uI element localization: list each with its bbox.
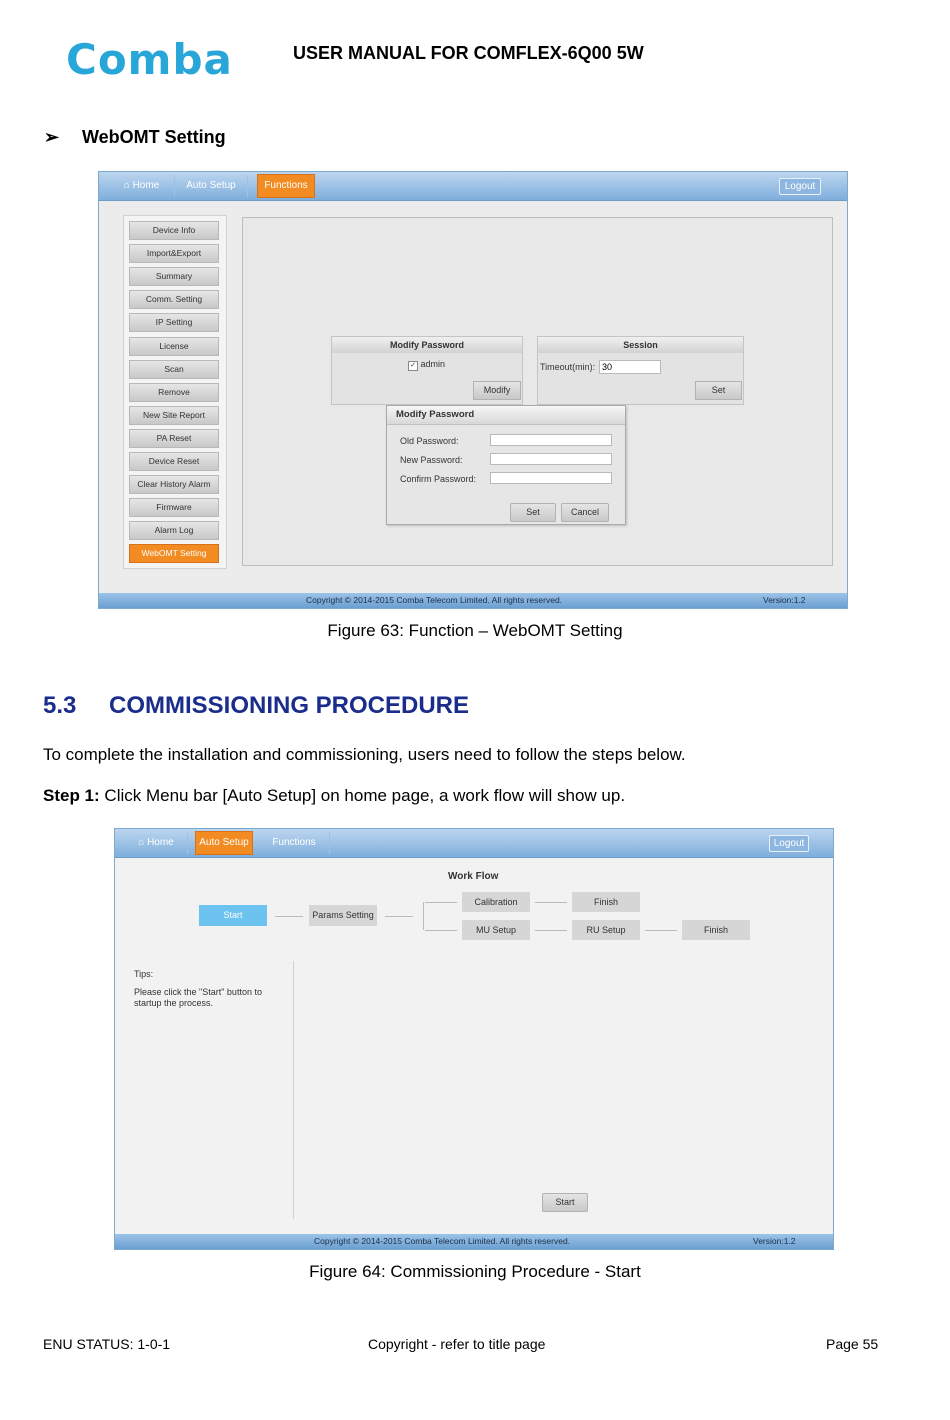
step-params-setting[interactable]: Params Setting xyxy=(309,905,377,926)
panel-title: Session xyxy=(538,337,743,353)
timeout-label: Timeout(min): xyxy=(540,362,596,372)
connector-line xyxy=(425,930,457,931)
version-text: Version:1.2 xyxy=(763,595,806,605)
sidebar-item[interactable]: Remove xyxy=(129,383,219,402)
sidebar-item[interactable]: IP Setting xyxy=(129,313,219,332)
top-nav xyxy=(115,829,833,858)
connector-line xyxy=(425,902,457,903)
footer-page-number: Page 55 xyxy=(826,1336,879,1352)
step-mu-setup[interactable]: MU Setup xyxy=(462,920,530,940)
comba-logo: Comba xyxy=(66,35,233,84)
old-password-input[interactable] xyxy=(490,434,612,446)
sidebar-item[interactable]: Alarm Log xyxy=(129,521,219,540)
screenshot-footer xyxy=(99,593,847,608)
step-label: Step 1: xyxy=(43,786,100,805)
logout-button[interactable]: Logout xyxy=(769,835,809,852)
section-title: COMMISSIONING PROCEDURE xyxy=(109,692,470,719)
step-finish-1[interactable]: Finish xyxy=(572,892,640,912)
dialog-cancel-button[interactable]: Cancel xyxy=(561,503,609,522)
connector-line xyxy=(535,930,567,931)
sidebar-item[interactable]: Summary xyxy=(129,267,219,286)
section-number: 5.3 xyxy=(43,692,77,719)
footer-status: ENU STATUS: 1-0-1 xyxy=(43,1336,171,1352)
new-password-input[interactable] xyxy=(490,453,612,465)
step-start[interactable]: Start xyxy=(199,905,267,926)
old-password-label: Old Password: xyxy=(400,436,459,446)
tab-functions[interactable]: Functions xyxy=(257,174,315,198)
intro-paragraph: To complete the installation and commissioning, users need to follow the steps below. xyxy=(43,745,686,764)
function-sidebar xyxy=(123,215,227,569)
step-ru-setup[interactable]: RU Setup xyxy=(572,920,640,940)
start-button[interactable]: Start xyxy=(542,1193,588,1212)
step-finish-2[interactable]: Finish xyxy=(682,920,750,940)
tab-functions[interactable]: Functions xyxy=(259,832,330,854)
sidebar-item[interactable]: Import&Export xyxy=(129,244,219,263)
connector-bracket xyxy=(423,902,434,930)
step-1-paragraph xyxy=(43,786,625,806)
bullet-heading xyxy=(44,127,226,148)
user-row: ✓ admin xyxy=(408,359,445,371)
sidebar-item[interactable]: Device Reset xyxy=(129,452,219,471)
dialog-title: Modify Password xyxy=(387,406,625,425)
modify-password-panel xyxy=(331,336,523,405)
workflow-title: Work Flow xyxy=(448,871,499,882)
figure-63-screenshot xyxy=(98,171,848,609)
tab-home[interactable]: ⌂ Home xyxy=(125,832,188,854)
top-nav xyxy=(99,172,847,201)
copyright-text: Copyright © 2014-2015 Comba Telecom Limited. All rights reserved. xyxy=(306,595,563,605)
arrow-bullet-icon: ➢ xyxy=(44,127,60,147)
figure-63-caption: Figure 63: Function – WebOMT Setting xyxy=(327,621,623,640)
sidebar-item[interactable]: Firmware xyxy=(129,498,219,517)
modify-button[interactable]: Modify xyxy=(473,381,521,400)
dialog-set-button[interactable]: Set xyxy=(510,503,556,522)
sidebar-item[interactable]: Scan xyxy=(129,360,219,379)
connector-line xyxy=(385,916,413,917)
sidebar-item[interactable]: Comm. Setting xyxy=(129,290,219,309)
confirm-password-label: Confirm Password: xyxy=(400,474,477,484)
tab-auto-setup[interactable]: Auto Setup xyxy=(195,831,253,855)
sidebar-item[interactable]: WebOMT Setting xyxy=(129,544,219,563)
step-calibration[interactable]: Calibration xyxy=(462,892,530,912)
sidebar-item[interactable]: New Site Report xyxy=(129,406,219,425)
version-text: Version:1.2 xyxy=(753,1236,796,1246)
user-checkbox[interactable]: ✓ xyxy=(408,361,418,371)
copyright-text: Copyright © 2014-2015 Comba Telecom Limited. All rights reserved. xyxy=(314,1236,571,1246)
panel-title: Modify Password xyxy=(332,337,522,353)
document-title: USER MANUAL FOR COMFLEX-6Q00 5W xyxy=(293,43,644,63)
sidebar-item[interactable]: Device Info xyxy=(129,221,219,240)
sidebar-item[interactable]: License xyxy=(129,337,219,356)
session-set-button[interactable]: Set xyxy=(695,381,742,400)
sidebar-item[interactable]: PA Reset xyxy=(129,429,219,448)
modify-password-dialog xyxy=(386,405,626,525)
step-text: Click Menu bar [Auto Setup] on home page, a work flow will show up. xyxy=(99,786,626,805)
tips-title: Tips: xyxy=(134,969,154,979)
connector-line xyxy=(275,916,303,917)
confirm-password-input[interactable] xyxy=(490,472,612,484)
home-icon: ⌂ xyxy=(123,180,130,191)
logout-button[interactable]: Logout xyxy=(779,178,821,195)
sidebar-item[interactable]: Clear History Alarm xyxy=(129,475,219,494)
footer-copyright: Copyright - refer to title page xyxy=(368,1336,546,1352)
new-password-label: New Password: xyxy=(400,455,463,465)
tips-text: Please click the "Start" button to startup the process. xyxy=(134,987,262,1008)
tab-auto-setup[interactable]: Auto Setup xyxy=(175,175,248,197)
session-panel xyxy=(537,336,744,405)
screenshot-footer xyxy=(115,1234,833,1249)
connector-line xyxy=(645,930,677,931)
connector-line xyxy=(535,902,567,903)
bullet-text: WebOMT Setting xyxy=(82,127,226,147)
vertical-divider xyxy=(293,961,294,1219)
tab-home[interactable]: ⌂ Home xyxy=(109,175,175,197)
timeout-input[interactable]: 30 xyxy=(599,360,661,374)
figure-64-caption: Figure 64: Commissioning Procedure - Start xyxy=(309,1262,641,1281)
figure-64-screenshot xyxy=(114,828,834,1250)
home-icon: ⌂ xyxy=(138,837,145,848)
